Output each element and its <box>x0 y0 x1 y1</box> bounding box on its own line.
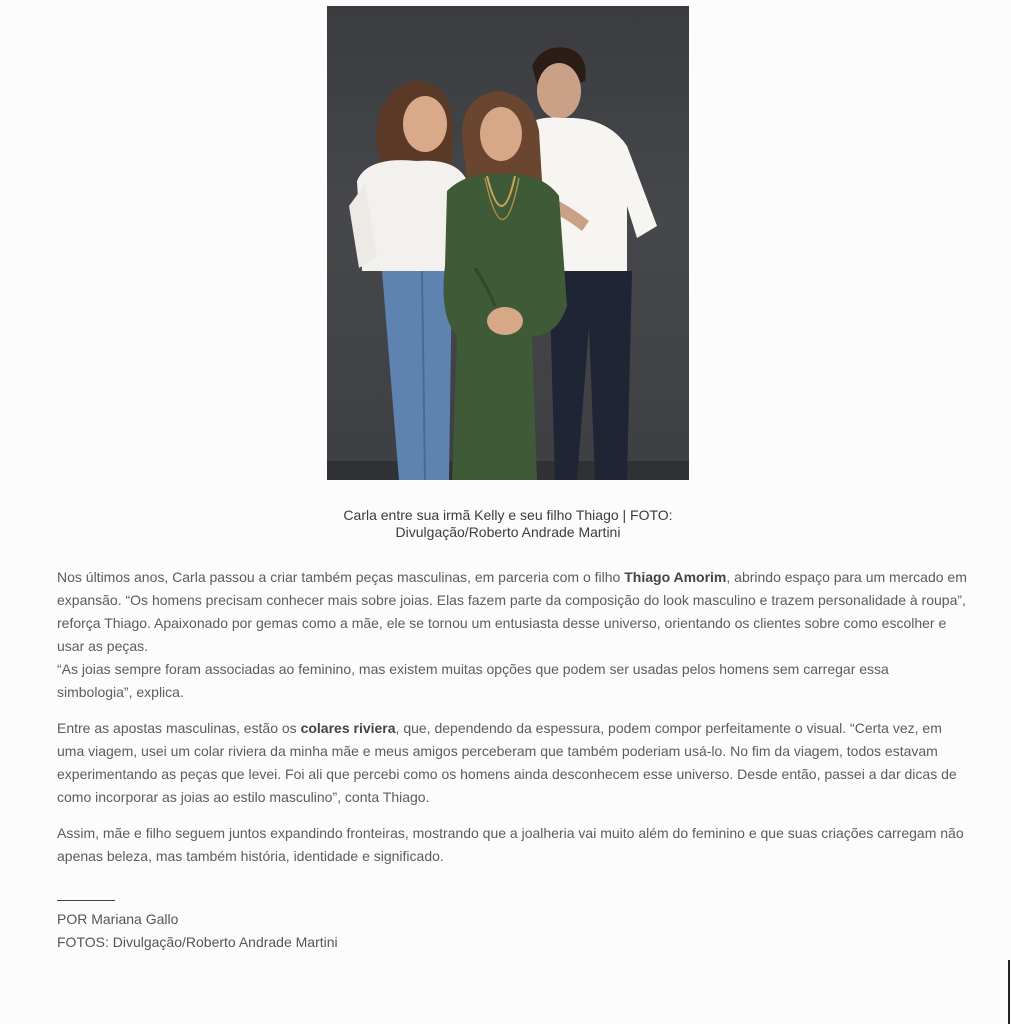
photo-caption <box>300 507 716 541</box>
article-body <box>57 566 967 881</box>
credits <box>57 908 338 954</box>
paragraph-text: , que, dependendo da espessura, podem compor perfeitamente o visual. “Certa vez, em uma viagem, usei um colar riviera da minha mãe e meus amigos perceberam que também poderiam usá-lo. No fim da viagem, todos estavam experimentando as peças que levei. Foi ali que percebi como os homens ainda desconhecem esse universo. Desde então, passei a dar dicas de como incorporar as joias ao estilo masculino”, conta Thiago. <box>57 720 957 805</box>
caption-line: Divulgação/Roberto Andrade Martini <box>395 524 621 540</box>
paragraph-text: , abrindo espaço para um mercado em expansão. “Os homens precisam conhecer mais sobre joias. Elas fazem parte da composição do look masculino e trazem personalidade à roupa”, reforça Thiago. Apaixonado por gemas como a mãe, ele se tornou um entusiasta desse universo, orientando os clientes sobre como escolher e usar as peças. <box>57 569 967 654</box>
bold-term: colares riviera <box>300 720 396 736</box>
caption-line: Carla entre sua irmã Kelly e seu filho Thiago | FOTO: <box>343 507 673 523</box>
author-credit: POR Mariana Gallo <box>57 911 179 927</box>
paragraph-text: Entre as apostas masculinas, estão os <box>57 720 301 736</box>
paragraph-text: Nos últimos anos, Carla passou a criar também peças masculinas, em parceria com o filho <box>57 569 625 585</box>
family-portrait-image <box>327 6 689 480</box>
bold-name: Thiago Amorim <box>624 569 727 585</box>
photo-credit: FOTOS: Divulgação/Roberto Andrade Martini <box>57 934 338 950</box>
paragraph: Assim, mãe e filho seguem juntos expandindo fronteiras, mostrando que a joalheria vai muito além do feminino e que suas criações carregam não apenas beleza, mas também história, identidade e significado. <box>57 825 964 864</box>
article-photo <box>327 6 689 480</box>
paragraph <box>57 717 967 809</box>
paragraph-quote: “As joias sempre foram associadas ao feminino, mas existem muitas opções que podem ser usadas pelos homens sem carregar essa simbologia”, explica. <box>57 661 889 700</box>
credits-divider <box>57 900 115 901</box>
scroll-edge <box>1008 960 1010 1024</box>
paragraph <box>57 566 967 704</box>
